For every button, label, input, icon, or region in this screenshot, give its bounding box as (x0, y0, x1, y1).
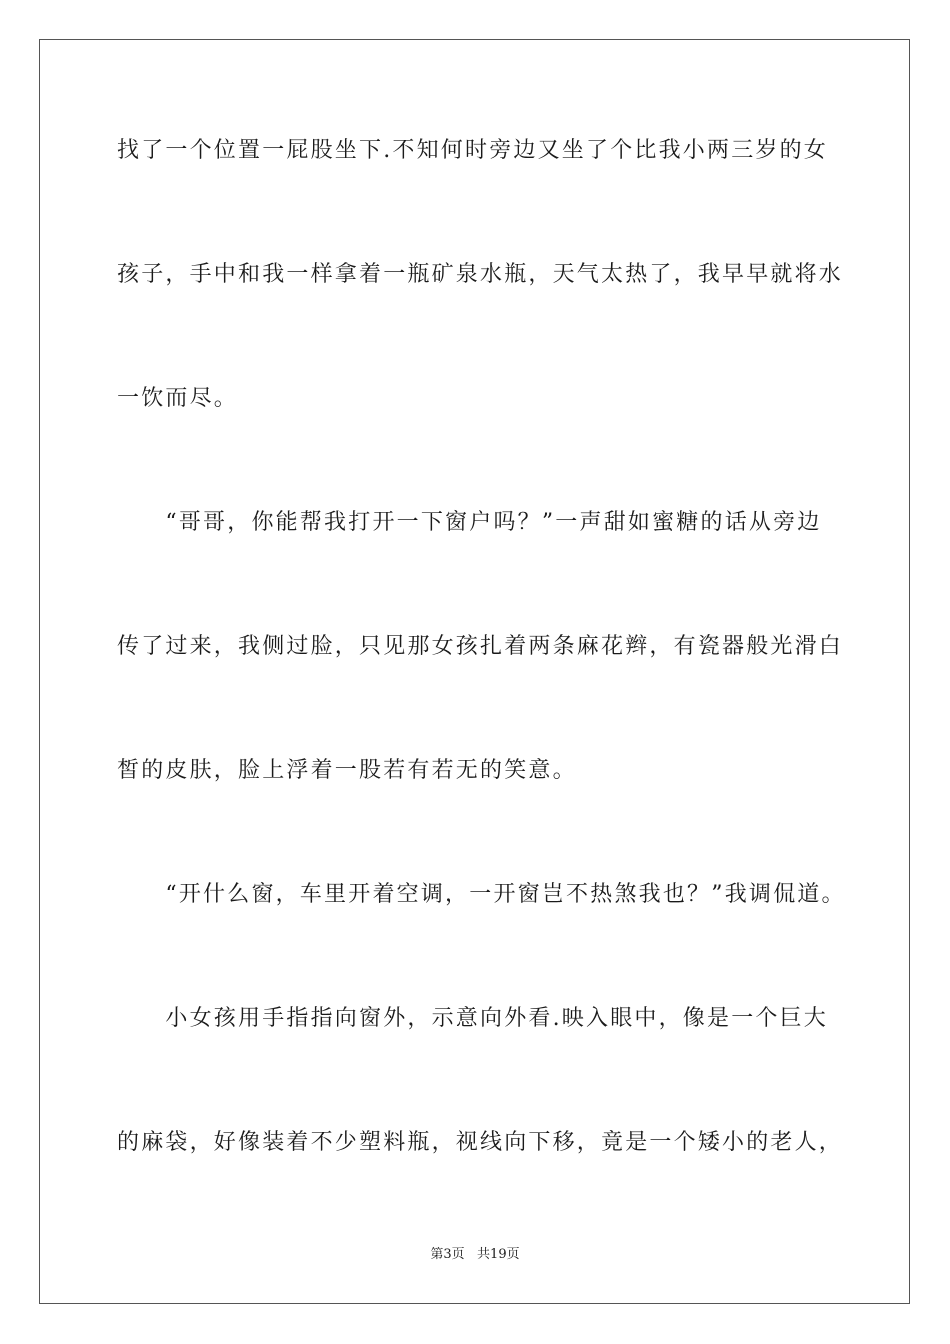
paragraph-line: 传了过来，我侧过脸，只见那女孩扎着两条麻花辫，有瓷器般光滑白 (117, 634, 844, 659)
page-border (39, 39, 910, 1304)
paragraph-line: 皙的皮肤，脸上浮着一股若有若无的笑意。 (117, 758, 577, 783)
paragraph-line: “哥哥，你能帮我打开一下窗户吗？”一声甜如蜜糖的话从旁边 (117, 510, 822, 535)
page-number-footer: 第3页 共19页 (430, 1247, 520, 1262)
paragraph-line: 找了一个位置一屁股坐下.不知何时旁边又坐了个比我小两三岁的女 (117, 138, 828, 163)
paragraph-line: 一饮而尽。 (117, 386, 239, 411)
paragraph-line: 小女孩用手指指向窗外，示意向外看.映入眼中，像是一个巨大 (117, 1006, 828, 1031)
paragraph-line: “开什么窗，车里开着空调，一开窗岂不热煞我也？”我调侃道。 (117, 882, 846, 907)
paragraph-line: 孩子，手中和我一样拿着一瓶矿泉水瓶，天气太热了，我早早就将水 (117, 262, 844, 287)
paragraph-line: 的麻袋，好像装着不少塑料瓶，视线向下移，竟是一个矮小的老人， (117, 1130, 844, 1155)
